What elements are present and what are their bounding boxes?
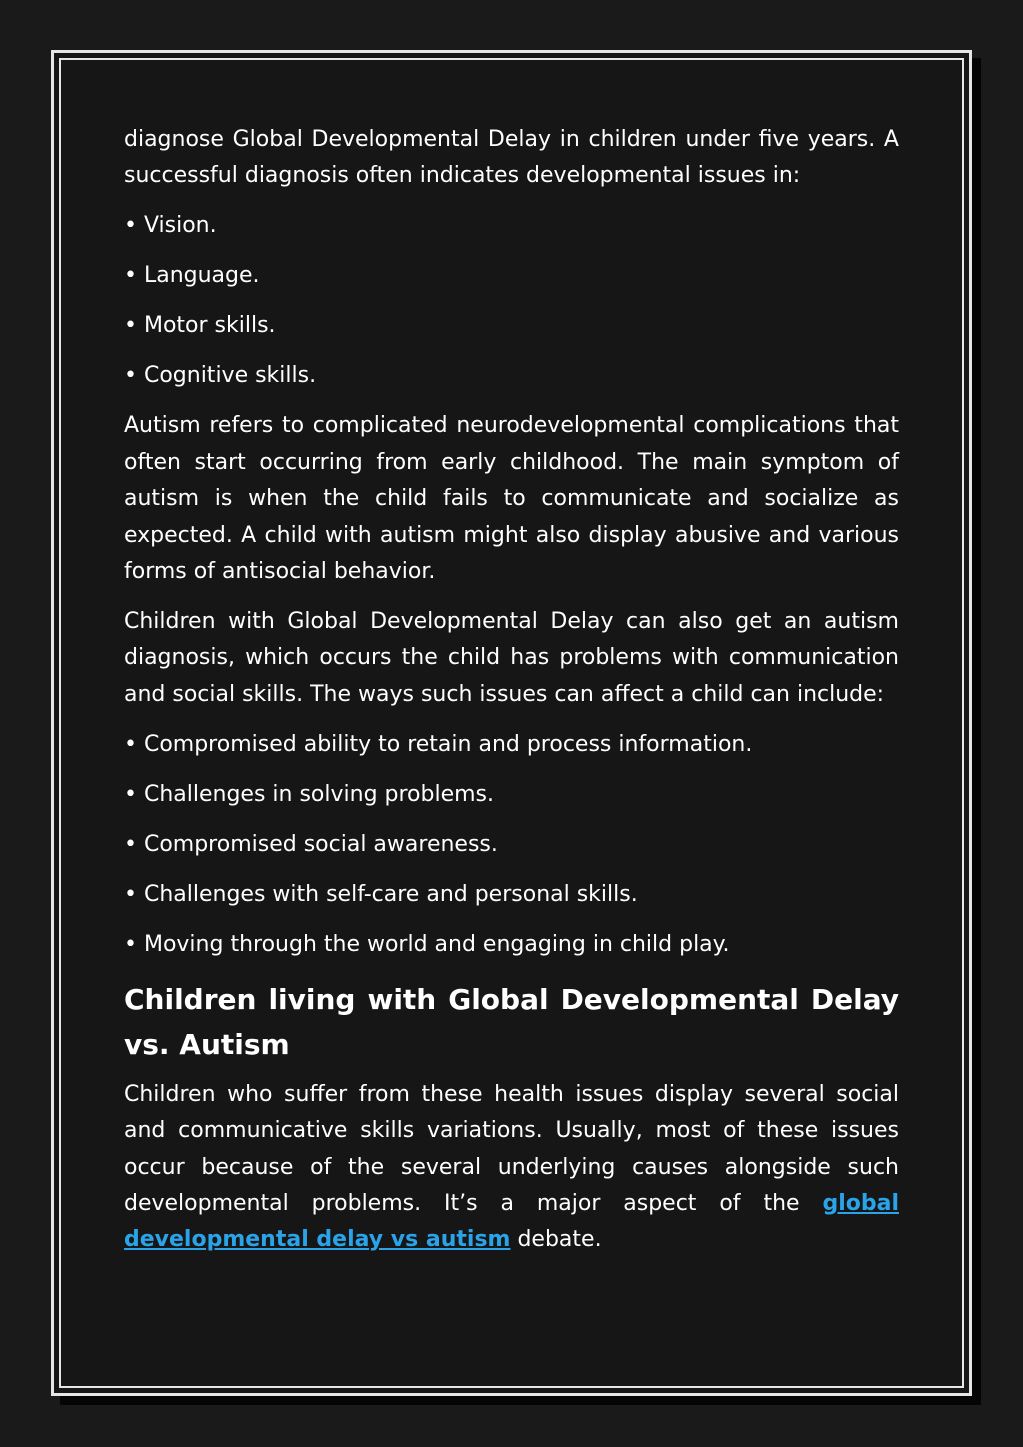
gdd-vs-autism-link[interactable]: global developmental delay vs autism: [124, 1191, 899, 1253]
list-item-self-care: • Challenges with self-care and personal skills.: [124, 881, 638, 907]
intro-paragraph: diagnose Global Developmental Delay in children under five years. A successful diagnosis often indicates developmental issues in:: [124, 127, 899, 189]
final-paragraph-end: debate.: [510, 1227, 602, 1253]
list-item-vision: • Vision.: [124, 213, 217, 239]
document-content: [124, 122, 899, 1272]
autism-paragraph: Autism refers to complicated neurodevelopmental complications that often start occurring from early childhood. The main symptom of autism is when the child fails to communicate and socialize as expected. A child with autism might also display abusive and various forms of antisocial behavior.: [124, 413, 899, 585]
list-item-social-awareness: • Compromised social awareness.: [124, 831, 498, 857]
section-heading: Children living with Global Developmental Delay vs. Autism: [124, 982, 899, 1061]
list-item-cognitive-skills: • Cognitive skills.: [124, 363, 317, 389]
list-item-language: • Language.: [124, 263, 260, 289]
gdd-autism-paragraph: Children with Global Developmental Delay can also get an autism diagnosis, which occurs the child has problems with communication and social skills. The ways such issues can affect a child can include:: [124, 609, 899, 707]
list-item-child-play: • Moving through the world and engaging in child play.: [124, 931, 730, 957]
final-paragraph: [124, 1077, 899, 1259]
final-paragraph-text: Children who suffer from these health issues display several social and communicative skills variations. Usually, most of these issues occur because of the several underlying causes alongside such developmental problems. It’s a major aspect of the: [124, 1081, 899, 1217]
list-item-motor-skills: • Motor skills.: [124, 313, 276, 339]
list-item-information: • Compromised ability to retain and process information.: [124, 731, 753, 757]
list-item-problem-solving: • Challenges in solving problems.: [124, 781, 495, 807]
